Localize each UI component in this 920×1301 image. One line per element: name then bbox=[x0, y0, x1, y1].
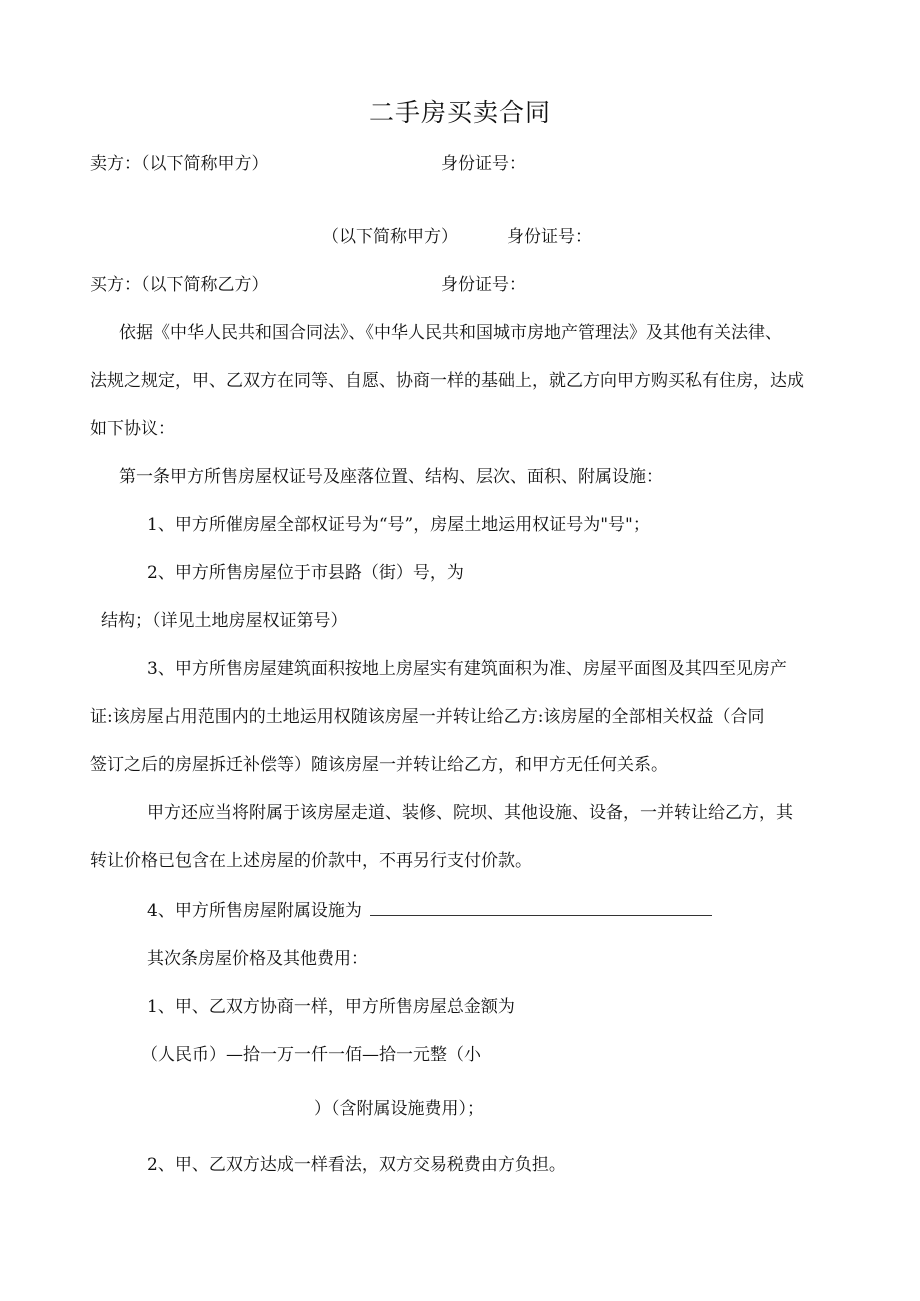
seller2-id-label: 身份证号： bbox=[507, 227, 592, 247]
fill-in-blank-line bbox=[370, 900, 712, 916]
article1-item4 bbox=[147, 900, 712, 922]
seller-label: 卖方：（以下简称甲方） bbox=[90, 154, 269, 174]
article1-item3-line: 3、甲方所售房屋建筑面积按地上房屋实有建筑面积为准、房屋平面图及其四至见房产 bbox=[147, 659, 787, 679]
intro-line: 依据《中华人民共和国合同法》、《中华人民共和国城市房地产管理法》及其他有关法律、 bbox=[119, 323, 782, 343]
buyer-label: 买方：（以下简称乙方） bbox=[90, 275, 269, 295]
article1-item4-label: 4、甲方所售房屋附属设施为 bbox=[147, 901, 362, 921]
article2-item1-line3: ）（含附属设施费用）； bbox=[314, 1099, 484, 1119]
article1-heading: 第一条甲方所售房屋权证号及座落位置、结构、层次、面积、附属设施： bbox=[119, 467, 663, 487]
buyer-id-label: 身份证号： bbox=[441, 275, 526, 295]
article2-item1-line2: （人民币）—拾一万一仟一佰—拾一元整（小 bbox=[141, 1045, 481, 1065]
article1-item2-line2: 结构；（详见土地房屋权证第号） bbox=[101, 611, 348, 631]
article1-extra-line: 转让价格已包含在上述房屋的价款中，不再另行支付价款。 bbox=[90, 851, 532, 871]
intro-line: 如下协议： bbox=[90, 419, 175, 439]
seller2-label: （以下简称甲方） bbox=[322, 227, 458, 247]
seller-id-label: 身份证号： bbox=[441, 154, 526, 174]
article2-heading: 其次条房屋价格及其他费用： bbox=[147, 949, 368, 969]
article2-item1-line1: 1、甲、乙双方协商一样，甲方所售房屋总金额为 bbox=[147, 997, 515, 1017]
document-title: 二手房买卖合同 bbox=[368, 98, 551, 127]
article1-item3-line: 证:该房屋占用范围内的土地运用权随该房屋一并转让给乙方:该房屋的全部相关权益（合同 bbox=[90, 707, 765, 727]
article1-item2-line1: 2、甲方所售房屋位于市县路（街）号，为 bbox=[147, 563, 464, 583]
article1-item3-line: 签订之后的房屋拆迁补偿等）随该房屋一并转让给乙方，和甲方无任何关系。 bbox=[90, 755, 668, 775]
article1-extra-line: 甲方还应当将附属于该房屋走道、装修、院坝、其他设施、设备，一并转让给乙方，其 bbox=[147, 803, 793, 823]
article2-item2: 2、甲、乙双方达成一样看法，双方交易税费由方负担。 bbox=[147, 1155, 566, 1175]
article1-item1: 1、甲方所催房屋全部权证号为“号”，房屋土地运用权证号为"号"； bbox=[147, 515, 650, 535]
intro-line: 法规之规定，甲、乙双方在同等、自愿、协商一样的基础上，就乙方向甲方购买私有住房，达成 bbox=[90, 371, 804, 391]
